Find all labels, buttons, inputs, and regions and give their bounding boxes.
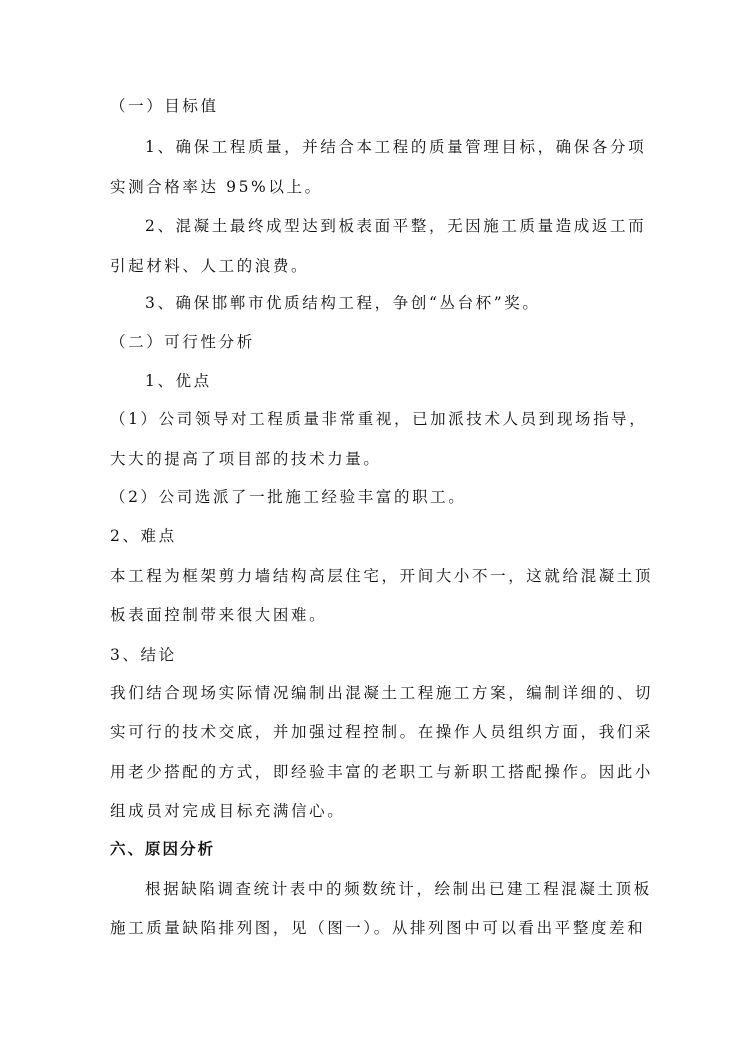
paragraph-line: 1、确保工程质量，并结合本工程的质量管理目标，确保各分项 (145, 138, 647, 156)
paragraph-line: 施工质量缺陷排列图，见（图一）。从排列图中可以看出平整度差和 (110, 919, 646, 937)
paragraph-line: （2）公司选派了一批施工经验丰富的职工。 (110, 488, 467, 506)
paragraph-line: （1）公司领导对工程质量非常重视，已加派技术人员到现场指导， (110, 410, 648, 428)
paragraph-line: 实可行的技术交底，并加强过程控制。在操作人员组织方面，我们采 (110, 723, 654, 741)
paragraph-line: 我们结合现场实际情况编制出混凝土工程施工方案，编制详细的、切 (110, 684, 654, 702)
paragraph-line: 2、混凝土最终成型达到板表面平整，无因施工质量造成返工而 (145, 217, 647, 235)
paragraph-line: 引起材料、人工的浪费。 (110, 257, 310, 275)
section-heading-feasibility: （二）可行性分析 (110, 333, 255, 351)
section-heading-target: （一）目标值 (110, 97, 219, 115)
subheading-advantages: 1、优点 (145, 372, 212, 390)
paragraph-line: 用老少搭配的方式，即经验丰富的老职工与新职工搭配操作。因此小 (110, 763, 654, 781)
section-heading-cause-analysis: 六、原因分析 (110, 839, 216, 858)
paragraph-line: 板表面控制带来很大困难。 (110, 606, 328, 624)
paragraph-line: 组成员对完成目标充满信心。 (110, 802, 346, 820)
subheading-difficulties: 2、难点 (110, 527, 177, 545)
subheading-conclusion: 3、结论 (110, 646, 177, 664)
paragraph-line: 大大的提高了项目部的技术力量。 (110, 450, 382, 468)
paragraph-line: 根据缺陷调查统计表中的频数统计，绘制出已建工程混凝土顶板 (145, 880, 652, 898)
paragraph-line: 本工程为框架剪力墙结构高层住宅，开间大小不一，这就给混凝土顶 (110, 567, 654, 585)
paragraph-line: 3、确保邯郸市优质结构工程，争创“丛台杯”奖。 (145, 294, 541, 312)
paragraph-line: 实测合格率达 95%以上。 (110, 178, 323, 196)
